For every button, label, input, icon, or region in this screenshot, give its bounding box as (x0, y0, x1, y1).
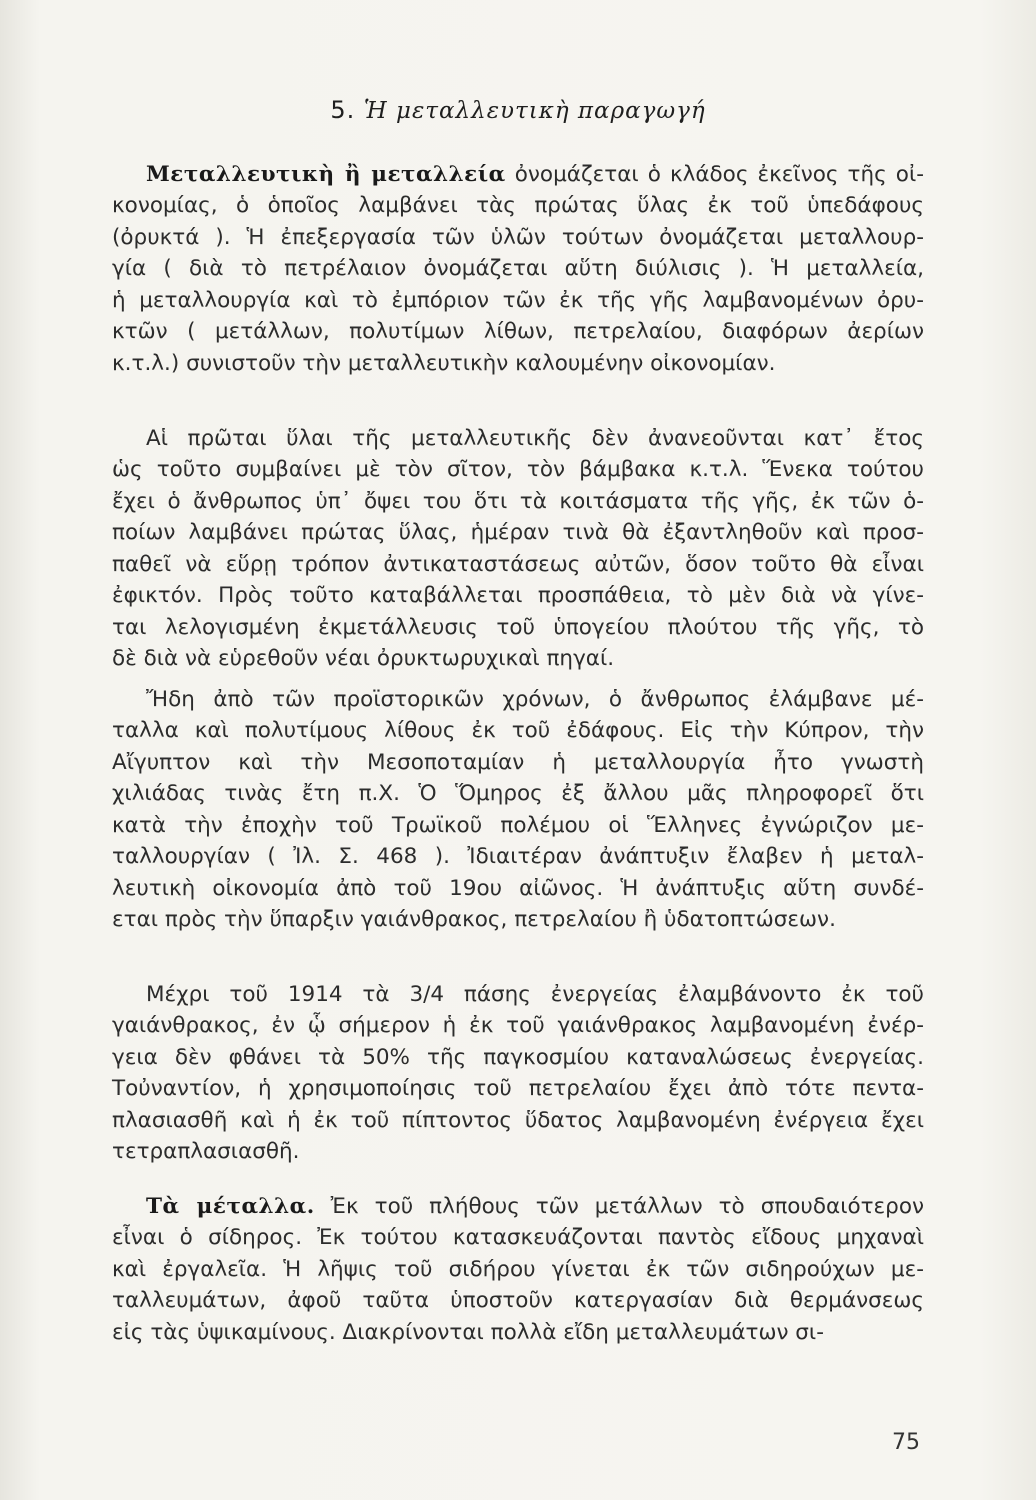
line-text: Ἐκ τοῦ πλήθους τῶν μετάλλων τὸ σπουδαιότερον (314, 1194, 924, 1219)
line-text: Αἴγυπτον καὶ τὴν Μεσοποταμίαν ἡ μεταλλουργία ἦτο γνωστὴ (112, 749, 924, 775)
page-number: 75 (892, 1430, 920, 1455)
line-text: Μέχρι τοῦ 1914 τὰ 3/4 πάσης ἐνεργείας ἐλαμβάνοντο ἐκ τοῦ (146, 982, 924, 1007)
text-line (112, 222, 924, 253)
line-text: ὀνομάζεται ὁ κλάδος ἐκεῖνος τῆς οἰ- (505, 162, 924, 187)
line-text: λευτικὴ οἰκονομία ἀπὸ τοῦ 19ου αἰῶνος. Ἡ ἀνάπτυξις αὕτη συνδέ- (112, 875, 924, 901)
line-text: Ἤδη ἀπὸ τῶν προϊστορικῶν χρόνων, ὁ ἄνθρωπος ἐλάμβανε μέ- (146, 687, 924, 712)
text-line (112, 1136, 924, 1167)
text-line (112, 778, 924, 809)
paragraph (112, 423, 924, 675)
line-text: γεια δὲν φθάνει τὰ 50% τῆς παγκοσμίου καταναλώσεως ἐνεργείας. (112, 1044, 924, 1070)
text-line (112, 190, 924, 221)
line-text: γία ( διὰ τὸ πετρέλαιον ὀνομάζεται αὕτη διύλισις ). Ἡ μεταλλεία, (112, 256, 924, 282)
text-line (112, 612, 924, 643)
text-line (112, 715, 924, 746)
line-text: εἰς τὰς ὑψικαμίνους. Διακρίνονται πολλὰ εἴδη μεταλλευμάτων σι- (112, 1319, 824, 1345)
line-text: γαιάνθρακος, ἐν ᾧ σήμερον ἡ ἐκ τοῦ γαιάνθρακος λαμβανομένη ἐνέρ- (112, 1013, 924, 1039)
bold-term: Τὰ μέταλλα. (146, 1194, 315, 1219)
paragraph (112, 1191, 924, 1348)
line-text: εἶναι ὁ σίδηρος. Ἐκ τούτου κατασκευάζονται παντὸς εἴδους μηχαναὶ (112, 1225, 924, 1251)
text-line (112, 810, 924, 841)
paragraph (112, 684, 924, 936)
text-line (112, 159, 924, 190)
text-line (112, 1285, 924, 1316)
line-text: κ.τ.λ.) συνιστοῦν τὴν μεταλλευτικὴν καλουμένην οἰκονομίαν. (112, 350, 776, 376)
text-line (112, 517, 924, 548)
line-text: (ὀρυκτά ). Ἡ ἐπεξεργασία τῶν ὑλῶν τούτων ὀνομάζεται μεταλλουρ- (112, 224, 924, 250)
line-text: ἐφικτόν. Πρὸς τοῦτο καταβάλλεται προσπάθεια, τὸ μὲν διὰ νὰ γίνε- (112, 583, 924, 609)
text-line (112, 1317, 924, 1348)
line-text: τετραπλασιασθῆ. (112, 1139, 300, 1165)
line-text: κονομίας, ὁ ὁποῖος λαμβάνει τὰς πρώτας ὕλας ἐκ τοῦ ὑπεδάφους (112, 193, 924, 219)
text-line (112, 1222, 924, 1253)
paragraph (112, 979, 924, 1168)
text-line (112, 684, 924, 715)
line-text: ποίων λαμβάνει πρώτας ὕλας, ἡμέραν τινὰ θὰ ἐξαντληθοῦν καὶ προσ- (112, 520, 924, 546)
text-line (112, 841, 924, 872)
bold-term: Μεταλλευτικὴ ἢ μεταλλεία (146, 162, 506, 187)
line-text: δὲ διὰ νὰ εὑρεθοῦν νέαι ὀρυκτωρυχικαὶ πηγαί. (112, 646, 615, 672)
line-text: ὡς τοῦτο συμβαίνει μὲ τὸν σῖτον, τὸν βάμβακα κ.τ.λ. Ἕνεκα τούτου (112, 457, 924, 483)
text-line (112, 549, 924, 580)
line-text: ἡ μεταλλουργία καὶ τὸ ἐμπόριον τῶν ἐκ τῆς γῆς λαμβανομένων ὀρυ- (112, 287, 924, 313)
line-text: ταλλευμάτων, ἀφοῦ ταῦτα ὑποστοῦν κατεργασίαν διὰ θερμάνσεως (112, 1288, 924, 1314)
text-line (112, 285, 924, 316)
line-text: χιλιάδας τινὰς ἔτη π.Χ. Ὁ Ὅμηρος ἐξ ἄλλου μᾶς πληροφορεῖ ὅτι (112, 781, 924, 807)
text-line (112, 348, 924, 379)
text-line (112, 580, 924, 611)
text-line (112, 1105, 924, 1136)
text-line (112, 1042, 924, 1073)
section-heading (0, 96, 1036, 124)
text-line (112, 486, 924, 517)
section-title: Ἡ μεταλλευτικὴ παραγωγή (363, 98, 706, 124)
text-line (112, 747, 924, 778)
text-line (112, 1010, 924, 1041)
text-line (112, 454, 924, 485)
text-line (112, 253, 924, 284)
text-line (112, 979, 924, 1010)
line-text: καὶ ἐργαλεῖα. Ἡ λῆψις τοῦ σιδήρου γίνεται ἐκ τῶν σιδηρούχων με- (112, 1256, 924, 1282)
line-text: Τοὐναντίον, ἡ χρησιμοποίησις τοῦ πετρελαίου ἔχει ἀπὸ τότε πεντα- (112, 1076, 924, 1102)
line-text: Αἱ πρῶται ὕλαι τῆς μεταλλευτικῆς δὲν ἀνανεοῦνται κατ᾽ ἔτος (146, 426, 924, 451)
text-line (112, 1073, 924, 1104)
line-text: κτῶν ( μετάλλων, πολυτίμων λίθων, πετρελαίου, διαφόρων ἀερίων (112, 319, 924, 345)
text-line (112, 316, 924, 347)
text-line (112, 643, 924, 674)
line-text: ται λελογισμένη ἐκμετάλλευσις τοῦ ὑπογείου πλούτου τῆς γῆς, τὸ (112, 614, 924, 640)
line-text: ταλλουργίαν ( Ἰλ. Σ. 468 ). Ἰδιαιτέραν ἀνάπτυξιν ἔλαβεν ἡ μεταλ- (112, 844, 924, 870)
text-line (112, 873, 924, 904)
line-text: κατὰ τὴν ἐποχὴν τοῦ Τρωϊκοῦ πολέμου οἱ Ἕλληνες ἐγνώριζον με- (112, 812, 924, 838)
section-number: 5. (330, 96, 356, 124)
line-text: ἔχει ὁ ἄνθρωπος ὑπ᾽ ὄψει του ὅτι τὰ κοιτάσματα τῆς γῆς, ἐκ τῶν ὁ- (112, 488, 924, 514)
text-line (112, 423, 924, 454)
text-line (112, 1191, 924, 1222)
text-line (112, 1254, 924, 1285)
line-text: πλασιασθῆ καὶ ἡ ἐκ τοῦ πίπτοντος ὕδατος λαμβανομένη ἐνέργεια ἔχει (112, 1107, 924, 1133)
line-text: ταλλα καὶ πολυτίμους λίθους ἐκ τοῦ ἐδάφους. Εἰς τὴν Κύπρον, τὴν (112, 718, 924, 744)
line-text: παθεῖ νὰ εὕρῃ τρόπον ἀντικαταστάσεως αὐτῶν, ὅσον τοῦτο θὰ εἶναι (112, 551, 924, 577)
line-text: εται πρὸς τὴν ὕπαρξιν γαιάνθρακος, πετρελαίου ἢ ὑδατοπτώσεων. (112, 907, 836, 933)
paragraph (112, 159, 924, 379)
text-line (112, 904, 924, 935)
